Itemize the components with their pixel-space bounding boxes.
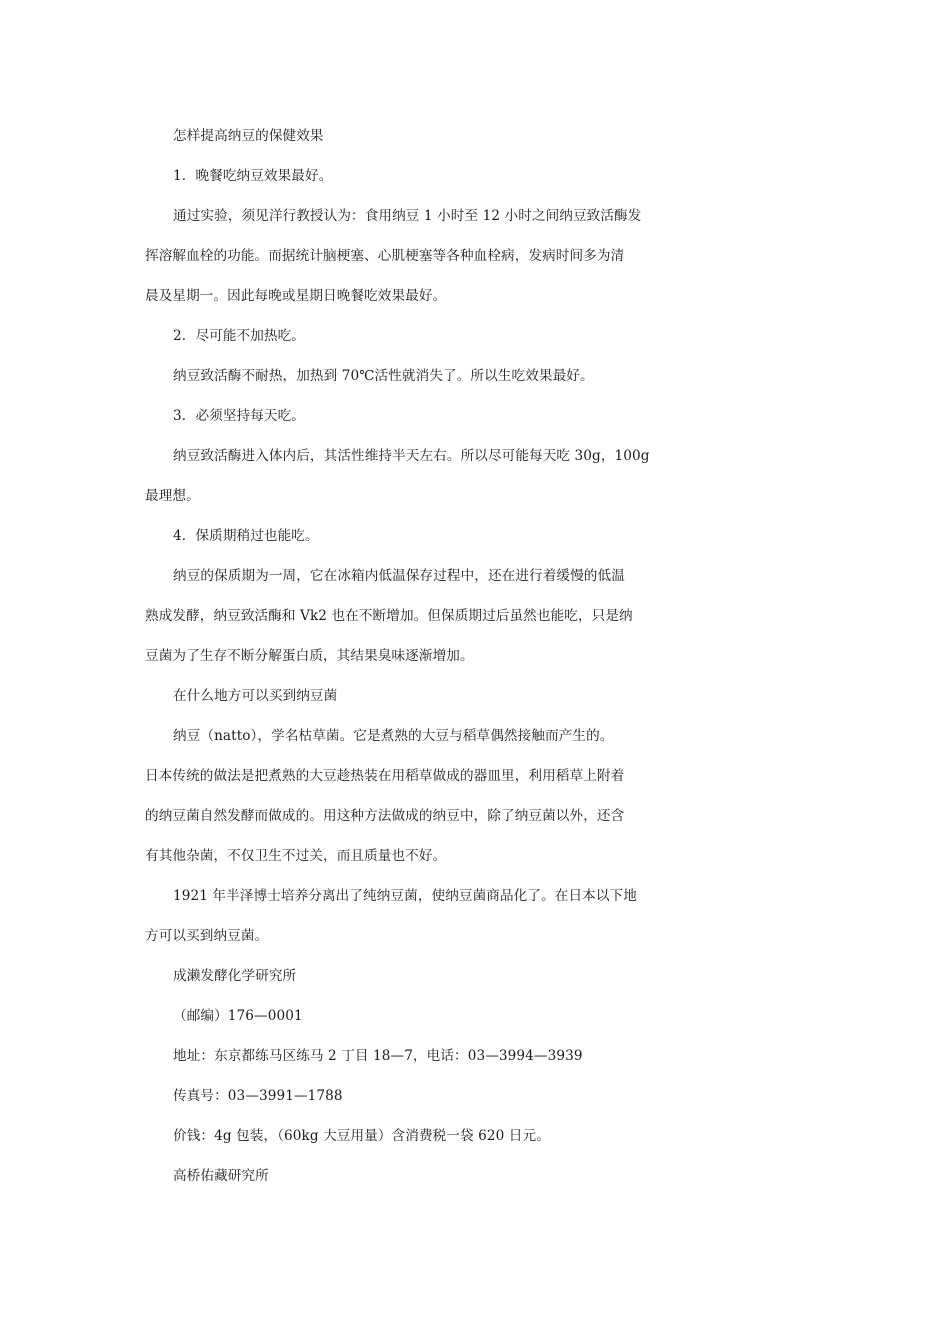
paragraph-line: 的纳豆菌自然发酵而做成的。用这种方法做成的纳豆中，除了纳豆菌以外，还含 bbox=[145, 808, 625, 824]
postal-code: （邮编）176—0001 bbox=[173, 1008, 303, 1024]
tip-1-title: 1．晚餐吃纳豆效果最好。 bbox=[173, 168, 333, 184]
paragraph-line: 熟成发酵，纳豆致活酶和 Vk2 也在不断增加。但保质期过后虽然也能吃，只是纳 bbox=[145, 608, 633, 624]
paragraph-line: 挥溶解血栓的功能。而据统计脑梗塞、心肌梗塞等各种血栓病，发病时间多为清 bbox=[145, 248, 625, 264]
price-info: 价钱：4g 包装，（60kg 大豆用量）含消费税一袋 620 日元。 bbox=[173, 1128, 550, 1144]
paragraph-line: 有其他杂菌，不仅卫生不过关，而且质量也不好。 bbox=[145, 848, 447, 864]
paragraph-line: 晨及星期一。因此每晚或星期日晚餐吃效果最好。 bbox=[145, 288, 447, 304]
tip-2-title: 2．尽可能不加热吃。 bbox=[173, 328, 305, 344]
institute-name: 成濑发酵化学研究所 bbox=[173, 968, 297, 984]
heading-where-to-buy: 在什么地方可以买到纳豆菌 bbox=[173, 688, 338, 704]
paragraph-line: 1921 年半泽博士培养分离出了纯纳豆菌，使纳豆菌商品化了。在日本以下地 bbox=[173, 888, 637, 904]
paragraph-line: 豆菌为了生存不断分解蛋白质，其结果臭味逐渐增加。 bbox=[145, 648, 474, 664]
paragraph-line: 日本传统的做法是把煮熟的大豆趁热装在用稻草做成的器皿里，利用稻草上附着 bbox=[145, 768, 625, 784]
paragraph-line: 最理想。 bbox=[145, 488, 200, 504]
address-phone: 地址：东京都练马区练马 2 丁目 18—7，电话：03—3994—3939 bbox=[173, 1048, 583, 1064]
paragraph-line: 纳豆的保质期为一周，它在冰箱内低温保存过程中，还在进行着缓慢的低温 bbox=[173, 568, 625, 584]
paragraph-line: 纳豆致活酶不耐热，加热到 70℃活性就消失了。所以生吃效果最好。 bbox=[173, 368, 594, 384]
heading-health-effect: 怎样提高纳豆的保健效果 bbox=[173, 128, 324, 144]
paragraph-line: 纳豆致活酶进入体内后，其活性维持半天左右。所以尽可能每天吃 30g，100g bbox=[173, 448, 650, 464]
fax-number: 传真号：03—3991—1788 bbox=[173, 1088, 343, 1104]
institute-name: 高桥佑藏研究所 bbox=[173, 1168, 269, 1184]
tip-4-title: 4．保质期稍过也能吃。 bbox=[173, 528, 319, 544]
paragraph-line: 纳豆（natto），学名枯草菌。它是煮熟的大豆与稻草偶然接触而产生的。 bbox=[173, 728, 614, 744]
paragraph-line: 通过实验，须见洋行教授认为：食用纳豆 1 小时至 12 小时之间纳豆致活酶发 bbox=[173, 208, 642, 224]
paragraph-line: 方可以买到纳豆菌。 bbox=[145, 928, 269, 944]
tip-3-title: 3．必须坚持每天吃。 bbox=[173, 408, 305, 424]
